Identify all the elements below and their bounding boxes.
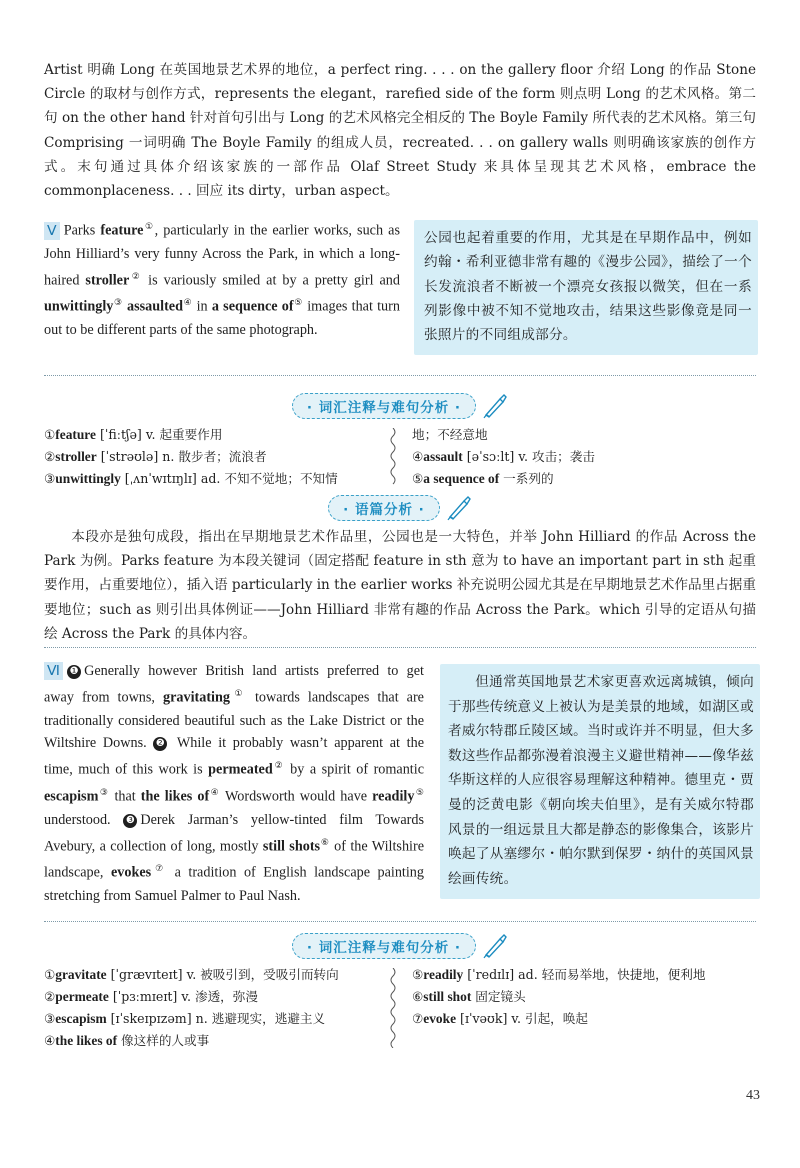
section6-chinese: 但通常英国地景艺术家更喜欢远离城镇，倾向于那些传统意义上被认为是美景的地域，如湖区或者威尔特郡丘陵区域。当时或许并不明显，但大多数这些作品都弥漫着浪漫主义避世精神——像华兹华斯这样的人应很容易理解这种精神。德里克・贾曼的泛黄电影《朝向埃夫伯里》，是有关威尔特郡风景的一组远景且大都是静态的影像集合，该影片唤起了从塞缪尔・帕尔默到保罗・纳什的英国风景绘画传统。 — [448, 674, 754, 887]
brush-icon — [482, 393, 508, 419]
vocab-item: 地；不经意地 — [412, 427, 488, 442]
section6-english: Ⅵ ❶ Generally however British land artists preferred to get away from towns, gravitating① towards landscapes that are traditionally considered beautiful such as the Lake District or the Wiltshire Downs. ❷ While it probably wasn’t apparent at the time, much of this work is permeated② by a spirit of romantic escapism③ that the likes of④ Wordsworth would have readily⑤ understood. ❸ Derek Jarman’s yellow-tinted film Towards Avebury, a collection of long, mostly still shots⑥ of the Wiltshire landscape, evokes⑦ a tradition of English landscape painting stretching from Samuel Palmer to Paul Nash. — [44, 663, 425, 904]
analysis-paragraph: 本段亦是独句成段，指出在早期地景艺术作品里，公园也是一大特色，并举 John Hilliard 的作品 Across the Park 为例。Parks feature 为本段关键词（固定搭配 feature in sth 意为 to have an important part in sth 起重要作用，占重要地位），插入语 particularly in the earlier works 补充说明公园尤其是在早期地景艺术作品里占据重要地位；such as 则引出具体例证——John Hilliard 非常有趣的作品 Across the Park。which 引导的定语从句描绘 Across the Park 的具体内容。 — [44, 529, 756, 642]
section6-translation-box — [440, 664, 760, 899]
vocab-banner-label: · 词汇注释与难句分析 · — [292, 393, 476, 419]
vocab5-left — [44, 424, 384, 490]
page-number: 43 — [746, 1088, 760, 1103]
vocab-item: ⑥still shot 固定镜头 — [412, 989, 526, 1004]
vocab-item: ③escapism [ɪˈskeɪpɪzəm] n. 逃避现实，逃避主义 — [44, 1011, 326, 1026]
section5-english: Ⅴ Parks feature①, particularly in the earlier works, such as John Hilliard’s very funny Across the Park, in which a long-haired stroller② is variously smiled at by a pretty girl and unwittingly③ assaulted④ in a sequence of⑤ images that turn out to be different parts of the same photograph. — [44, 222, 400, 338]
vocab-item: ⑦evoke [ɪˈvəʊk] v. 引起，唤起 — [412, 1011, 588, 1026]
vocab-item: ④the likes of 像这样的人或事 — [44, 1033, 210, 1048]
vocab-item: ①feature [ˈfiːtʃə] v. 起重要作用 — [44, 427, 223, 442]
vocab-item: ⑤readily [ˈredɪlɪ] ad. 轻而易举地，快捷地，便利地 — [412, 967, 706, 982]
wavy-divider — [388, 428, 398, 486]
vocab-item: ②permeate [ˈpɜːmɪeɪt] v. 渗透，弥漫 — [44, 989, 258, 1004]
divider — [44, 921, 756, 922]
analysis-banner — [0, 495, 800, 521]
vocab-item: ④assault [əˈsɔːlt] v. 攻击；袭击 — [412, 449, 595, 464]
vocab6-left — [44, 964, 384, 1052]
vocab-banner — [0, 933, 800, 959]
analysis-banner-label: · 语篇分析 · — [328, 495, 440, 521]
section5-chinese: 公园也起着重要的作用，尤其是在早期作品中，例如约翰・希利亚德非常有趣的《漫步公园》，描绘了一个长发流浪者不断被一个漂亮女孩报以微笑，但在一系列影像中被不知不觉地攻击，结果这些影像竟是同一张照片的不同组成部分。 — [424, 230, 752, 344]
vocab-item: ⑤a sequence of 一系列的 — [412, 471, 554, 486]
vocab-item: ③unwittingly [ˌʌnˈwɪtɪŋlɪ] ad. 不知不觉地；不知情 — [44, 471, 338, 486]
section5-roman: Ⅴ — [44, 222, 60, 240]
brush-icon — [482, 933, 508, 959]
intro-paragraph: Artist 明确 Long 在英国地景艺术界的地位，a perfect ring. . . . on the gallery floor 介绍 Long 的作品 Stone Circle 的取材与创作方式，represents the elegant，rarefied side of the form 则点明 Long 的艺术风格。第二句 on the other hand 针对首句引出与 Long 的艺术风格完全相反的 The Boyle Family 所代表的艺术风格。第三句 Comprising 一词明确 The Boyle Family 的组成人员，recreated. . . on gallery walls 则明确该家族的创作方式。末句通过具体介绍该家族的一部作品 Olaf Street Study 来具体呈现其艺术风格，embrace the commonplaceness. . . 回应 its dirty，urban aspect。 — [44, 62, 756, 200]
section6-roman: Ⅵ — [44, 662, 63, 680]
wavy-divider — [388, 968, 398, 1048]
divider — [44, 647, 756, 648]
vocab-banner — [0, 393, 800, 419]
vocab-item: ①gravitate [ˈgrævɪteɪt] v. 被吸引到，受吸引而转向 — [44, 967, 339, 982]
vocab6-right — [412, 964, 756, 1030]
vocab-item: ②stroller [ˈstrəʊlə] n. 散步者；流浪者 — [44, 449, 267, 464]
brush-icon — [446, 495, 472, 521]
vocab5-right — [412, 424, 752, 490]
divider — [44, 375, 756, 376]
section5-translation-box — [414, 220, 758, 355]
vocab-banner-label: · 词汇注释与难句分析 · — [292, 933, 476, 959]
